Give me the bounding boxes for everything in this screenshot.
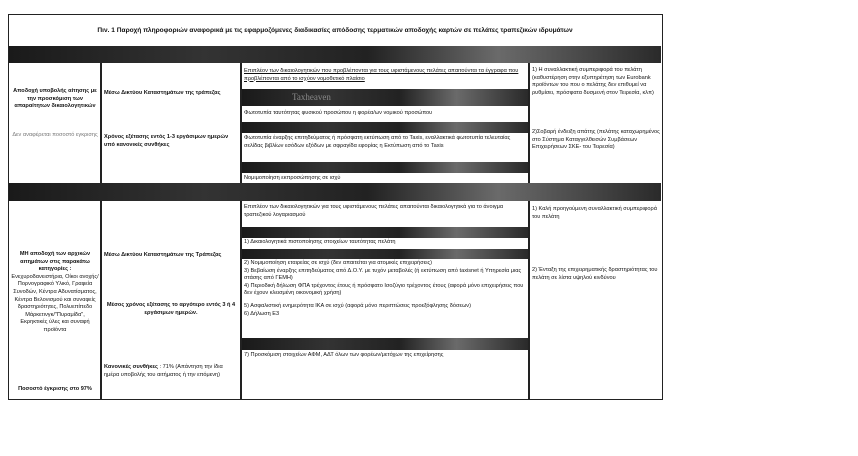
s2-doc: 5) Ασφαλιστική ενημερότητα ΙΚΑ σε ισχύ (αφορά μόνο περιπτώσεις προεξόφλησης δόσεων) [244,302,471,309]
s2-categories [9,250,101,336]
s2-normal [102,363,240,380]
s2-doc: 4) Περιοδική δήλωση ΦΠΑ τρέχοντος έτους ή πρόσφατο Ισοζύγιο τρέχοντος έτους (αφορά μόνο επιχειρήσεις που δεν έχουν κλεισμένη οικονομική χρήση) [244,282,524,297]
s2-docs-intro: Επιπλέον των δικαιολογητικών για τους υφιστάμενους πελάτες απαιτούνται δικαιολογητικά για το άνοιγμα τραπεζικού λογαριασμού [244,204,504,218]
s2-doc: 2) Νομιμοποίηση εταιρείας σε ισχύ (δεν απαιτείται για ατομικές επιχειρήσεις) [244,260,433,266]
s2-reason: 1) Καλή προηγούμενη συναλλακτική συμπεριφορά του πελάτη [532,206,657,220]
column-divider [528,63,530,183]
s1-time: Χρόνος εξέτασης εντός 1-3 εργάσιμων ημερών υπό κανονικές συνθήκες [104,134,229,148]
s1-reason: 2)Σοβαρή ένδειξη απάτης (πελάτης καταχωρημένος στο Σύστημα Καταγγελθεισών Συμβάσεων Επιχειρήσεων ΣΚΕ- του Τειρεσία) [532,129,660,151]
table-title: Πιν. 1 Παροχή πληροφοριών αναφορικά με τις εφαρμοζόμενες διαδικασίες απόδοσης τερματικών αποδοχής καρτών σε πελάτες τραπεζικών ιδρυμάτων [97,27,573,34]
document-table [8,14,663,400]
s2-time: Μέσος χρόνος εξέτασης το αργότερο εντός 3 ή 4 εργάσιμων ημερών. [106,302,236,316]
divider-band [242,338,528,350]
s1-doc: Επιπλέον των δικαιολογητικών που προβλέπονται για τους υφιστάμενους πελάτες απαιτούνται τα έγγραφα που προβλέπονται από το ισχύον νομοθετικό πλαίσιο [244,68,519,82]
s2-approval: Ποσοστό έγκρισης στο 97% [18,386,92,392]
s2-heading: ΜΗ αποδοχή των αρχικών αιτημάτων στις παρακάτω κατηγορίες : [19,251,91,273]
s2-channel: Μέσω Δικτύου Καταστημάτων της Τράπεζας [104,252,222,258]
s1-doc: Φωτοτυπία έναρξης επιτηδεύματος ή πρόσφατη εκτύπωση από το Taxis, εναλλακτικά φωτοτυπία τελευταίας σελίδας βιβλίων εσόδων εξόδων με σφραγίδα εφορίας η Εκτύπωση από το Taxis [244,135,511,149]
divider-band [9,183,661,201]
watermark: Taxheaven [242,89,528,106]
divider-band [9,46,661,63]
s1-channel: Μέσω Δικτύου Καταστημάτων της τράπεζας [104,90,221,96]
divider-band [242,227,528,238]
s1-note: Δεν αναφέρεται ποσοστό εγκρισης [12,132,98,138]
divider-band [242,122,528,133]
column-divider [100,201,102,399]
s2-doc: 1) Δικαιολογητικά πιστοποίησης στοιχείων ταυτότητας πελάτη [244,239,396,245]
divider-band [242,162,528,173]
s2-doc: 7) Προσκόμιση στοιχείων ΑΦΜ, ΑΔΤ όλων των φορέων/μετόχων της επιχείρησης [244,352,444,358]
s1-heading: Αποδοχή υποβολής αίτησης με την προσκόμιση των απαραίτητων δικαιολογητικών [13,88,97,110]
column-divider [100,63,102,183]
column-divider [528,201,530,399]
s1-reason: 1) Η συναλλακτική συμπεριφορά του πελάτη (καθυστέρηση στην εξυπηρέτηση των Eurobank προϊόντων του που ο πελάτης δεν επιθυμεί να ρυθμίσει, πρόσφατα δυσμενή στον Τειρεσία, κλπ) [532,67,654,96]
column-divider [240,201,242,399]
s2-normal-label: Κανονικές συνθήκες [104,364,158,370]
s2-normal-text: : 71% (Απάντηση την ίδια ημέρα υποβολής του αιτήματος ή την επόμενη) [104,364,223,378]
column-divider [240,63,242,183]
s2-category-list: Ενεχυροδανειστήρια, Οίκοι ανοχής/Πορνογραφικό Υλικό, Γραφεία Συνοδών, Κέντρα Αδυνατίσματος, Κέντρα Βελονισμού και συναφείς δραστηριότητες, Πολυεπίπεδο Μάρκετινγκ/"Πυραμίδα", Εκρηκτικές ύλες και συναφή προϊόντα [11,273,99,333]
s2-doc-list [242,259,528,319]
s1-doc: Φωτοτυπία ταυτότητας φυσικού προσώπου η φορέα/ων νομικού προσώπου [244,110,433,116]
s1-doc: Νομιμοποίηση εκπροσώπησης σε ισχύ [244,175,341,181]
s2-reason: 2) Ένταξη της επιχειρηματικής δραστηριότητας του πελάτη σε λίστα υψηλού κινδύνου [532,267,658,281]
s2-doc: 3) Βεβαίωση έναρξης επιτηδεύματος από Δ.Ο.Υ. με τυχόν μεταβολές (ή εκτύπωση από taxisnet ή Υπηρεσία μιας στάσης από ΓΕΜΗ) [244,267,522,282]
divider-band [242,249,528,259]
s2-doc: 6) Δήλωση Ε3 [244,310,280,317]
